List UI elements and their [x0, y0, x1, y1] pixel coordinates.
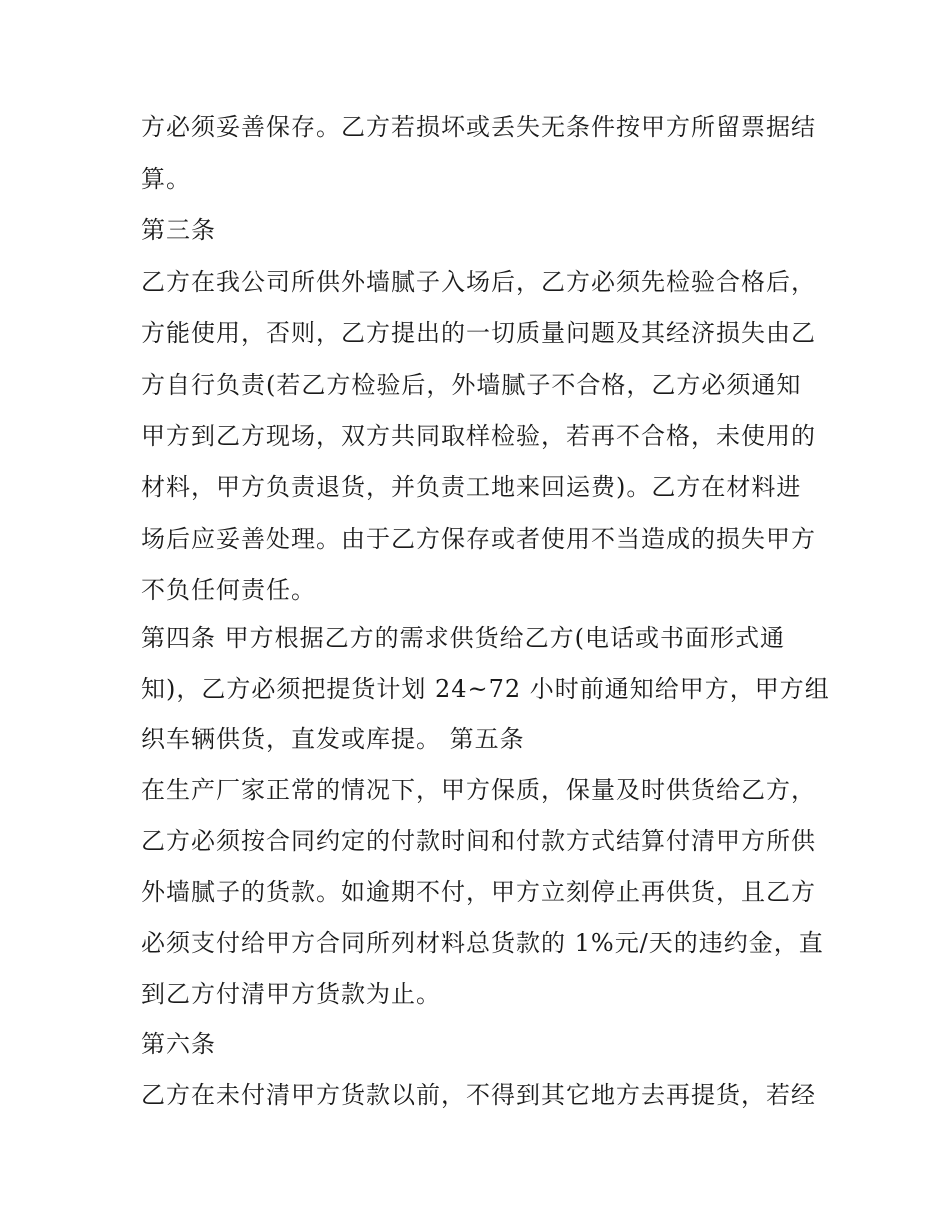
text-line: 乙方在我公司所供外墙腻子入场后，乙方必须先检验合格后，	[141, 268, 816, 296]
text-line: 第四条 甲方根据乙方的需求供货给乙方(电话或书面形式通	[141, 624, 785, 652]
text-line: 到乙方付清甲方货款为止。	[141, 980, 441, 1008]
text-line: 乙方在未付清甲方货款以前，不得到其它地方去再提货，若经	[141, 1081, 816, 1109]
text-line: 方必须妥善保存。乙方若损坏或丢失无条件按甲方所留票据结	[141, 113, 816, 141]
text-line: 不负任何责任。	[141, 576, 316, 604]
text-line: 方能使用，否则，乙方提出的一切质量问题及其经济损失由乙	[141, 319, 816, 347]
text-line: 场后应妥善处理。由于乙方保存或者使用不当造成的损失甲方	[141, 525, 816, 553]
text-line: 乙方必须按合同约定的付款时间和付款方式结算付清甲方所供	[141, 827, 816, 855]
text-line: 甲方到乙方现场，双方共同取样检验，若再不合格，未使用的	[141, 422, 816, 450]
text-line: 必须支付给甲方合同所列材料总货款的 1%元/天的违约金，直	[141, 929, 824, 957]
text-line: 方自行负责(若乙方检验后，外墙腻子不合格，乙方必须通知	[141, 371, 802, 399]
text-line: 织车辆供货，直发或库提。 第五条	[141, 725, 525, 753]
text-line: 外墙腻子的货款。如逾期不付，甲方立刻停止再供货，且乙方	[141, 878, 816, 906]
text-line: 材料，甲方负责退货，并负责工地来回运费)。乙方在材料进	[141, 473, 802, 501]
article-heading: 第六条	[141, 1030, 216, 1058]
article-heading: 第三条	[141, 216, 216, 244]
text-line: 算。	[141, 165, 191, 193]
text-line: 在生产厂家正常的情况下，甲方保质，保量及时供货给乙方，	[141, 776, 816, 804]
text-line: 知)，乙方必须把提货计划 24~72 小时前通知给甲方，甲方组	[141, 675, 830, 703]
